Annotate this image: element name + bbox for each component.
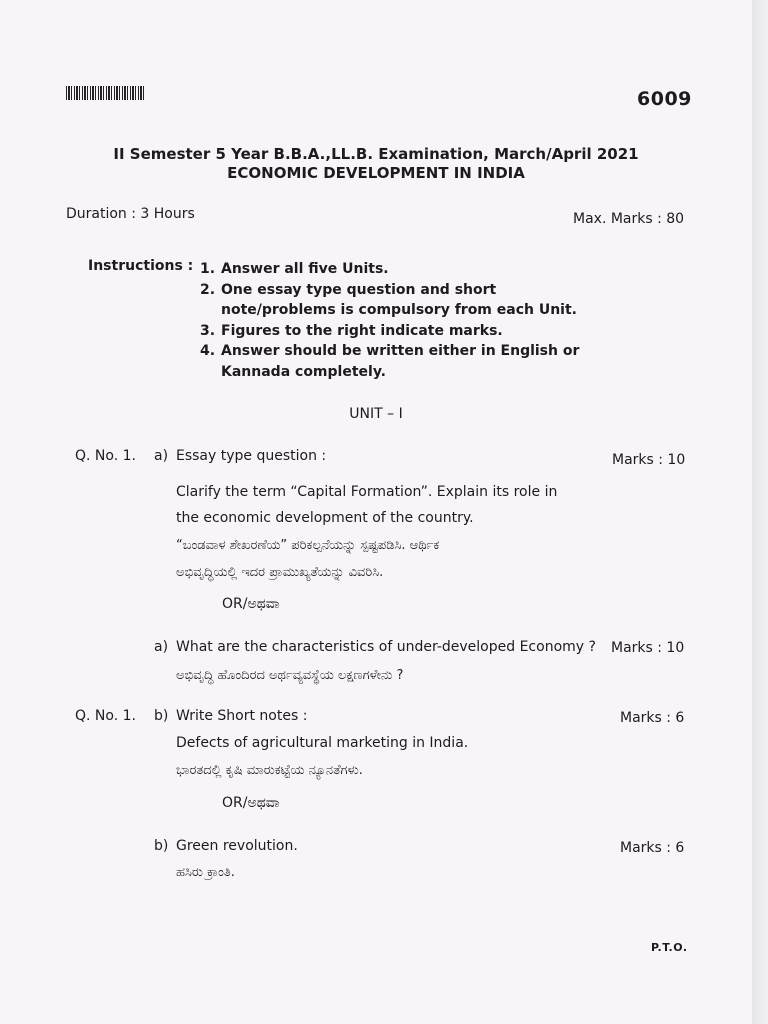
question-marks: Marks : 6 bbox=[620, 710, 685, 726]
bleed-through-mark bbox=[540, 180, 544, 194]
instruction-text: Answer should be written either in English or Kannada completely. bbox=[221, 343, 580, 380]
question-text: Green revolution. bbox=[176, 838, 298, 854]
question-part: b) bbox=[154, 838, 169, 854]
question-text: Clarify the term “Capital Formation”. Explain its role in bbox=[176, 484, 558, 500]
question-part: b) bbox=[154, 708, 169, 724]
question-marks: Marks : 10 bbox=[612, 452, 686, 468]
paper-code: 6009 bbox=[637, 88, 692, 110]
question-part: a) bbox=[154, 639, 169, 655]
or-divider: OR/ಅಥವಾ bbox=[222, 596, 280, 612]
unit-heading: UNIT – I bbox=[349, 406, 403, 422]
max-marks: Max. Marks : 80 bbox=[573, 211, 685, 227]
page-turn-over: P.T.O. bbox=[651, 941, 688, 954]
question-text: the economic development of the country. bbox=[176, 510, 474, 526]
subject-title: ECONOMIC DEVELOPMENT IN INDIA bbox=[227, 164, 525, 182]
duration: Duration : 3 Hours bbox=[66, 206, 195, 222]
question-number: Q. No. 1. bbox=[75, 448, 136, 464]
question-text-kannada: ಅಭಿವೃದ್ಧಿ ಹೊಂದಿರದ ಅರ್ಥವ್ಯವಸ್ಥೆಯ ಲಕ್ಷಣಗಳೇನು ? bbox=[176, 668, 404, 683]
instruction-item bbox=[200, 259, 610, 280]
instruction-text: Answer all five Units. bbox=[221, 261, 389, 277]
question-part: a) bbox=[154, 448, 169, 464]
question-text-kannada: ಅಭಿವೃದ್ಧಿಯಲ್ಲಿ ಇದರ ಪ್ರಾಮುಖ್ಯತೆಯನ್ನು ವಿವರಿಸಿ. bbox=[176, 565, 384, 580]
question-label: Essay type question : bbox=[176, 448, 327, 464]
question-text: Defects of agricultural marketing in India. bbox=[176, 735, 469, 751]
barcode bbox=[66, 86, 146, 100]
instruction-number: 1. bbox=[200, 261, 216, 277]
or-divider: OR/ಅಥವಾ bbox=[222, 795, 280, 811]
question-label: Write Short notes : bbox=[176, 708, 308, 724]
instruction-number: 2. bbox=[200, 281, 216, 298]
instructions-label: Instructions : bbox=[88, 258, 194, 274]
instruction-number: 4. bbox=[200, 343, 216, 359]
page-edge bbox=[752, 0, 768, 1024]
exam-title: II Semester 5 Year B.B.A.,LL.B. Examination, March/April 2021 bbox=[113, 145, 639, 163]
question-number: Q. No. 1. bbox=[75, 708, 136, 724]
question-marks: Marks : 6 bbox=[620, 840, 685, 856]
question-text: What are the characteristics of under-developed Economy ? bbox=[176, 639, 596, 655]
question-text-kannada: ಭಾರತದಲ್ಲಿ ಕೃಷಿ ಮಾರುಕಟ್ಟೆಯ ನ್ಯೂನತೆಗಳು. bbox=[176, 763, 363, 778]
instructions-list bbox=[200, 259, 610, 382]
question-text-kannada: “ಬಂಡವಾಳ ಶೇಖರಣೆಯ” ಪರಿಕಲ್ಪನೆಯನ್ನು ಸ್ಪಷ್ಟಪಡಿಸಿ. ಆರ್ಥಿಕ bbox=[176, 538, 440, 553]
instruction-item bbox=[200, 280, 610, 321]
question-marks: Marks : 10 bbox=[611, 640, 685, 656]
question-text-kannada: ಹಸಿರು ಕ್ರಾಂತಿ. bbox=[176, 865, 235, 880]
instruction-text: Figures to the right indicate marks. bbox=[221, 322, 503, 339]
instruction-number: 3. bbox=[200, 322, 216, 339]
instruction-item bbox=[200, 321, 610, 342]
instruction-item bbox=[200, 341, 610, 382]
instruction-text: One essay type question and short note/problems is compulsory from each Unit. bbox=[221, 281, 577, 318]
